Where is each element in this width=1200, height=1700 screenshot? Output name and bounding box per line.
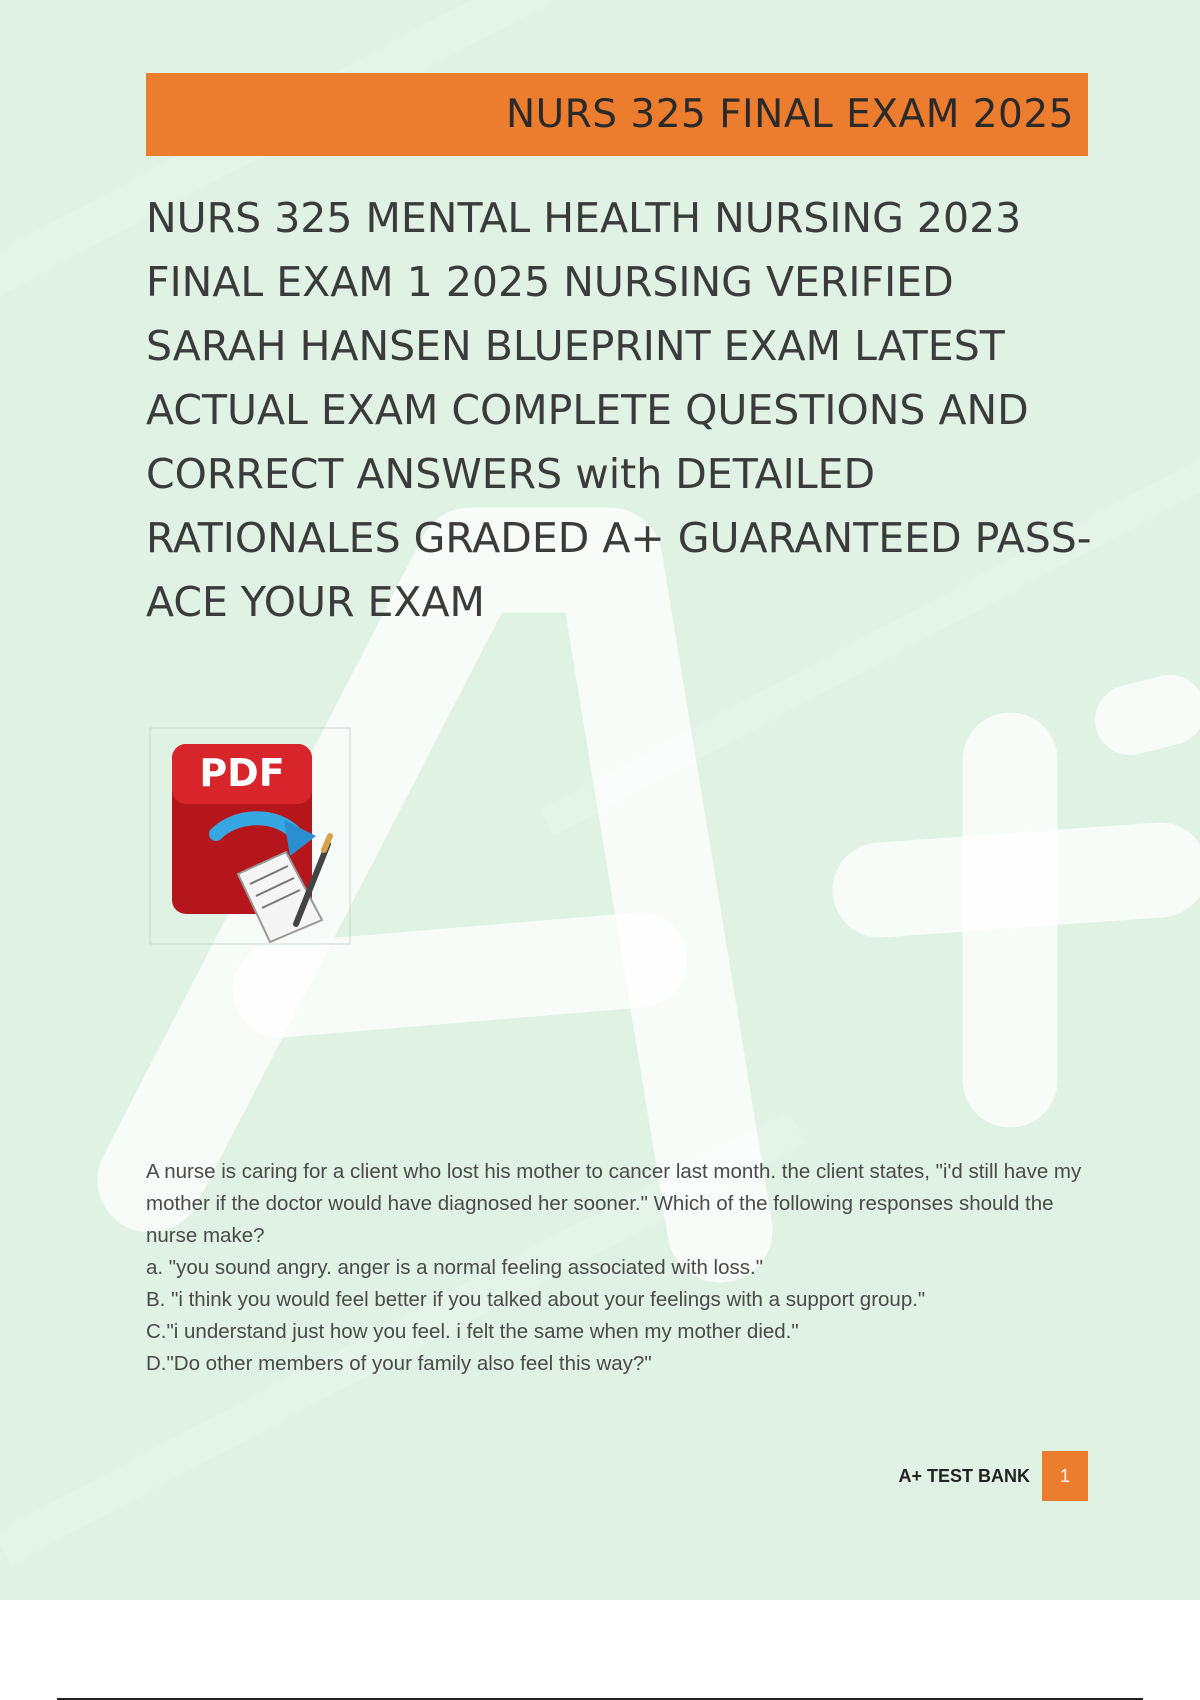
answer-option-a: a. "you sound angry. anger is a normal feeling associated with loss."	[146, 1256, 763, 1279]
answer-option-c: C."i understand just how you feel. i felt the same when my mother died."	[146, 1320, 799, 1343]
pdf-icon-label: PDF	[199, 751, 285, 795]
answer-option-d: D."Do other members of your family also feel this way?"	[146, 1352, 652, 1375]
page-footer	[800, 1451, 1088, 1501]
footer-label: A+ TEST BANK	[898, 1465, 1030, 1486]
question-stem: A nurse is caring for a client who lost his mother to cancer last month. the client states, "i'd still have my mother if the doctor would have diagnosed her sooner." Which of the following responses should the nurse make?	[146, 1160, 1082, 1247]
exam-banner	[146, 73, 1088, 156]
page-number: 1	[1042, 1451, 1088, 1501]
document-title: NURS 325 MENTAL HEALTH NURSING 2023 FINAL EXAM 1 2025 NURSING VERIFIED SARAH HANSEN BLUEPRINT EXAM LATEST ACTUAL EXAM COMPLETE QUESTIONS AND CORRECT ANSWERS with DETAILED RATIONALES GRADED A+ GUARANTEED PASS- ACE YOUR EXAM	[146, 194, 1092, 626]
answer-option-b: B. "i think you would feel better if you talked about your feelings with a support group."	[146, 1288, 926, 1311]
question-block	[146, 1156, 1096, 1380]
pdf-download-icon	[146, 724, 354, 948]
banner-title: NURS 325 FINAL EXAM 2025	[505, 92, 1074, 137]
